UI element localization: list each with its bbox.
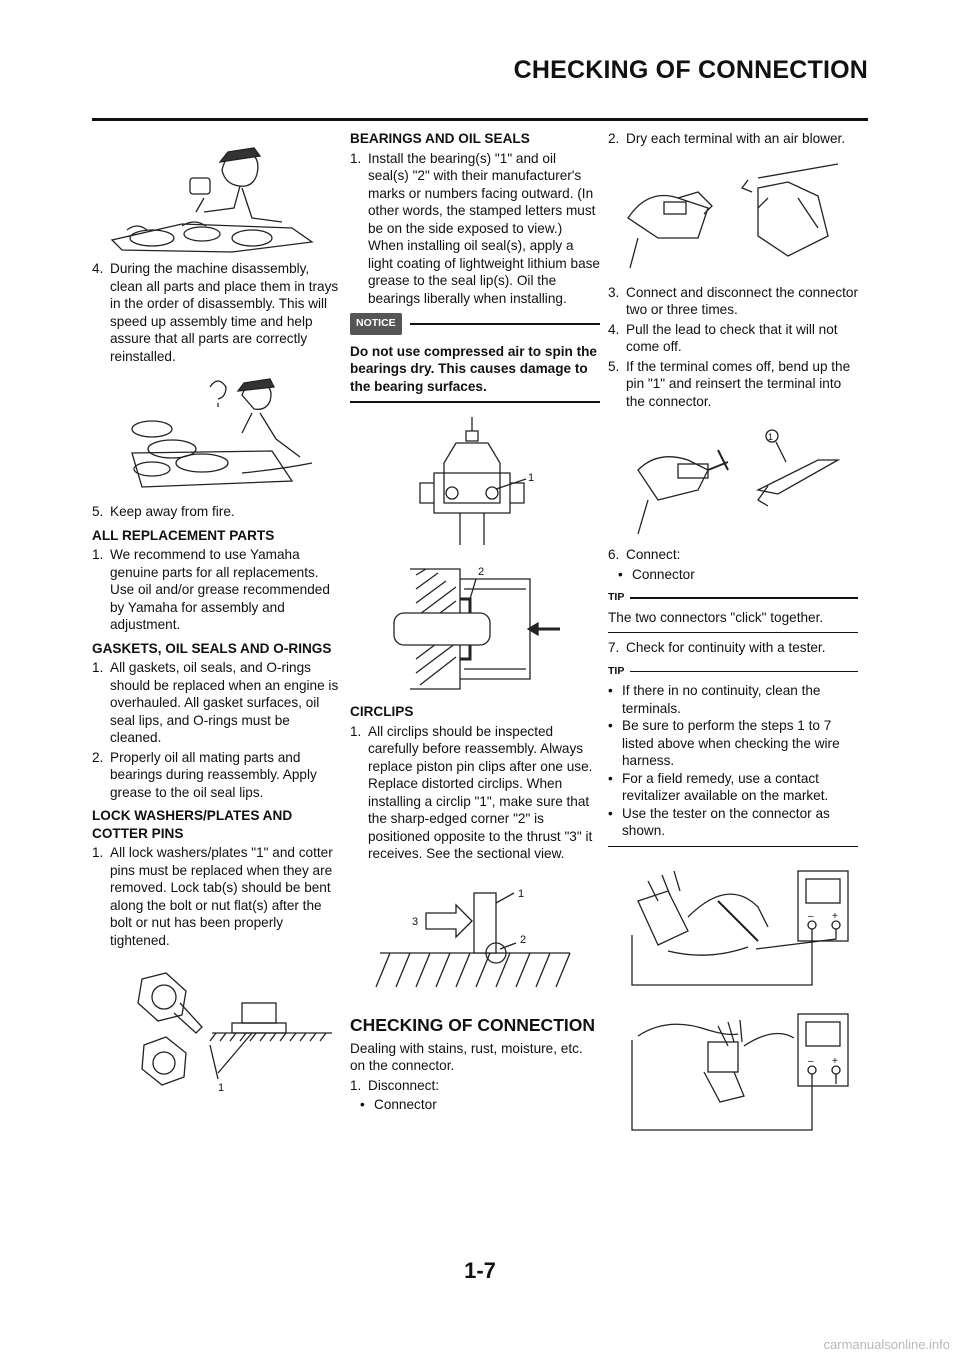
- heading-gaskets: GASKETS, OIL SEALS AND O-RINGS: [92, 640, 332, 656]
- oil-seal-label: 2: [478, 566, 485, 578]
- list-item-lock-1: 1. All lock washers/plates "1" and cotter pins must be replaced when they are removed. Lock tab(s) should be bent along the bolt or nut flat(s) after the bolt or nut has been properly tightened.: [92, 845, 333, 948]
- watermark: carmanualsonline.info: [823, 1337, 950, 1352]
- lock-washer-label: 1: [218, 1082, 225, 1093]
- bearing-label: 1: [528, 472, 535, 484]
- list-item-dry-terminal: 2. Dry each terminal with an air blower.: [608, 131, 846, 146]
- bearing-press-illustration: [350, 413, 600, 553]
- tester-illustration-2: [608, 1006, 858, 1141]
- tip-label-1: TIP: [608, 591, 625, 603]
- oil-seal-illustration: [350, 559, 600, 699]
- notice-badge: NOTICE: [350, 313, 402, 335]
- tester-plus-1: +: [832, 910, 838, 922]
- section-heading-checking-connection: CHECKING OF CONNECTION: [350, 1014, 595, 1035]
- circlip-label-2: 2: [520, 933, 527, 946]
- mechanic-cleaning-illustration: [92, 130, 342, 260]
- pin-label: 1: [768, 432, 774, 442]
- circlip-section-drawing: [350, 873, 600, 1003]
- tester-drawing-1: [608, 861, 858, 996]
- tip-bullet: • Be sure to perform the steps 1 to 7 listed above when checking the wire harness.: [608, 718, 840, 768]
- tester-illustration-1: [608, 861, 858, 996]
- list-item-connect-disconnect: 3. Connect and disconnect the connector two or three times.: [608, 284, 859, 317]
- heading-circlips: CIRCLIPS: [350, 704, 414, 719]
- lock-washer-illustration: [92, 963, 342, 1093]
- tester-minus-1: –: [808, 910, 814, 922]
- oil-seal-drawing: [350, 559, 600, 699]
- tester-drawing-2: [608, 1006, 858, 1141]
- bullet-disconnect-connector: • Connector: [360, 1097, 437, 1112]
- heading-lock-washers: LOCK WASHERS/PLATES AND COTTER PINS: [92, 808, 293, 841]
- tip-label-2: TIP: [608, 664, 625, 677]
- column-3: [608, 130, 858, 1141]
- list-item-connect: 6. Connect:: [608, 547, 681, 562]
- list-item-gaskets-2: 2. Properly oil all mating parts and bearings during reassembly. Apply grease to the oil seal lips.: [92, 749, 317, 800]
- mechanic-cleaning-drawing: [92, 130, 342, 260]
- list-item-bend-pin: 5. If the terminal comes off, bend up the pin "1" and reinsert the terminal into the connector.: [608, 358, 851, 409]
- section-intro: Dealing with stains, rust, moisture, etc. on the connector.: [350, 1040, 583, 1073]
- notice-text: Do not use compressed air to spin the bearings dry. This causes damage to the bearing surfaces.: [350, 335, 600, 404]
- air-blower-illustration: [608, 158, 858, 278]
- circlip-label-3: 3: [412, 915, 419, 928]
- bearing-press-drawing: [350, 413, 600, 553]
- tip-text-1: The two connectors "click" together.: [608, 607, 858, 634]
- list-item-gaskets-1: 1. All gaskets, oil seals, and O-rings should be replaced when an engine is overhauled. All gasket surfaces, oil seal lips, and O-rings must be cleaned.: [92, 660, 339, 745]
- tip-box-1: [608, 589, 858, 633]
- lock-washer-drawing: [92, 963, 342, 1093]
- list-item-replacement-1: 1. We recommend to use Yamaha genuine parts for all replacements. Use oil and/or grease recommended by Yamaha for assembly and adjustment.: [92, 547, 330, 632]
- tester-minus-2: –: [808, 1055, 814, 1067]
- page-header-title: CHECKING OF CONNECTION: [513, 56, 868, 84]
- column-2: [350, 130, 600, 1114]
- circlip-label-1: 1: [518, 887, 525, 900]
- tip-bullet: • Use the tester on the connector as shown.: [608, 805, 830, 838]
- tip-body-2: [608, 680, 858, 847]
- terminal-pin-drawing: [608, 420, 858, 540]
- column-1: [92, 130, 342, 1093]
- list-item-continuity: 7. Check for continuity with a tester.: [608, 640, 826, 655]
- terminal-pin-illustration: [608, 420, 858, 540]
- tester-plus-2: +: [832, 1055, 838, 1067]
- circlip-section-illustration: [350, 873, 600, 1003]
- air-blower-drawing: [608, 158, 858, 278]
- parts-trays-drawing: [92, 373, 342, 503]
- list-item-disconnect: 1. Disconnect:: [350, 1077, 440, 1093]
- list-item-circlips-1: 1. All circlips should be inspected carefully before reassembly. Always replace piston pin clips after one use. Replace distorted circlips. When installing a circlip "1", make sure that the sharp-edged corner "2" is positioned opposite to the thrust "3" it receives. See the sectional view.: [350, 723, 593, 861]
- heading-replacement-parts: ALL REPLACEMENT PARTS: [92, 527, 275, 543]
- header-rule: [92, 118, 868, 121]
- tip-box-2: [608, 663, 858, 847]
- parts-trays-illustration: [92, 373, 342, 503]
- list-item-5: 5. Keep away from fire.: [92, 504, 235, 519]
- tip-bullet: • If there in no continuity, clean the terminals.: [608, 683, 821, 716]
- heading-bearings: BEARINGS AND OIL SEALS: [350, 131, 530, 146]
- list-item-bearings-1: 1. Install the bearing(s) "1" and oil seal(s) "2" with their manufacturer's marks or numbers facing outward. (In other words, the stamped letters must be on the side exposed to view.) When installing oil seal(s), apply a light coating of lightweight lithium base grease to the seal lip(s). Oil the bearings liberally when installing.: [350, 150, 600, 306]
- list-item-4: 4. During the machine disassembly, clean all parts and place them in trays in the order of disassembly. This will speed up assembly time and help assure that all parts are correctly reinstalled.: [92, 261, 339, 364]
- page-number: 1-7: [464, 1258, 496, 1283]
- notice-box: [350, 313, 600, 403]
- tip-bullet: • For a field remedy, use a contact revitalizer available on the market.: [608, 770, 829, 803]
- bullet-connect-connector: • Connector: [618, 566, 695, 582]
- list-item-pull-lead: 4. Pull the lead to check that it will not come off.: [608, 321, 838, 354]
